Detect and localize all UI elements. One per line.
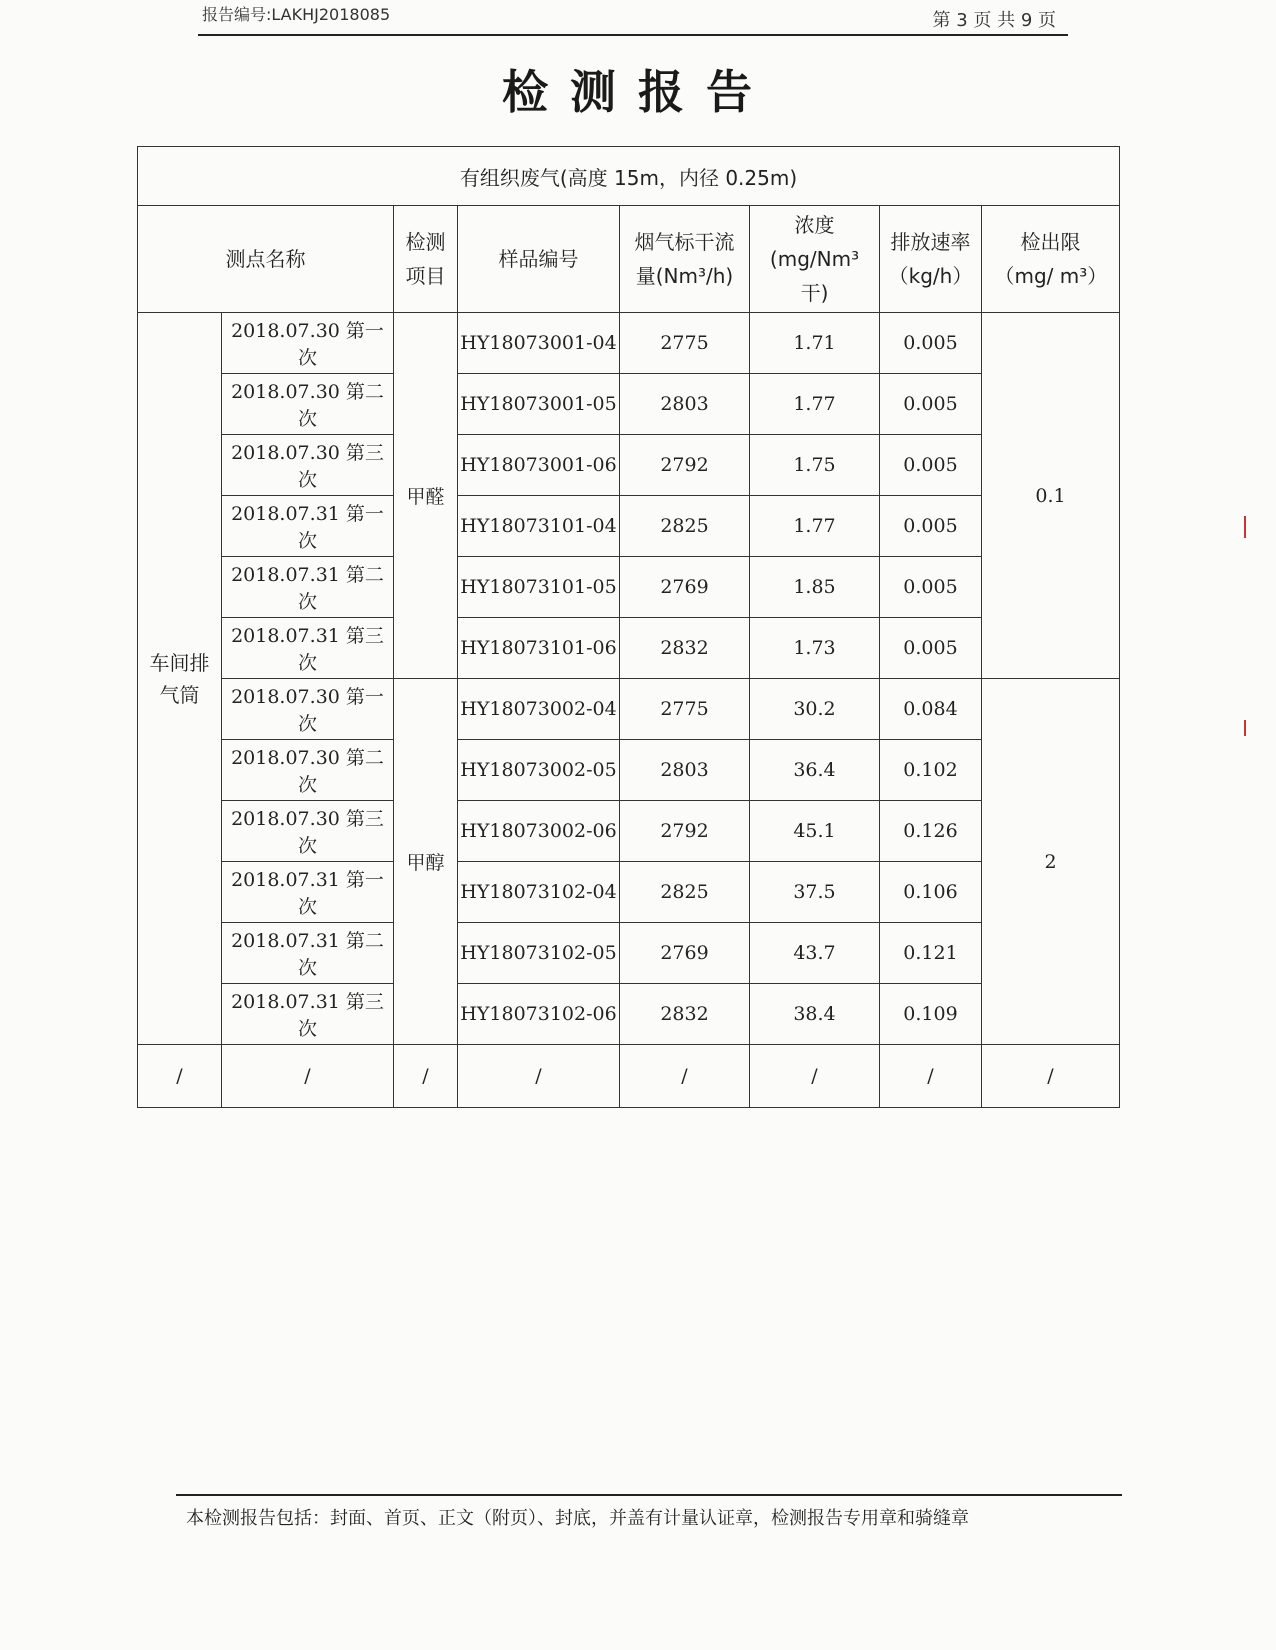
sample-cell: HY18073001-05 (458, 374, 620, 435)
table-row (138, 618, 1120, 679)
header-rate-label: 排放速率（kg/h） (888, 230, 973, 288)
flow-cell: 2775 (620, 679, 750, 740)
document-title: 检测报告 (502, 65, 774, 119)
time-cell: 2018.07.31 第一次 (222, 862, 394, 923)
rate-cell: 0.126 (880, 801, 982, 862)
sample-cell: HY18073001-06 (458, 435, 620, 496)
table-row (138, 984, 1120, 1045)
slash-cell: / (458, 1045, 620, 1108)
time-cell: 2018.07.30 第二次 (222, 374, 394, 435)
slash-cell: / (222, 1045, 394, 1108)
conc-cell: 43.7 (750, 923, 880, 984)
flow-cell: 2792 (620, 801, 750, 862)
header-flow (620, 206, 750, 313)
sample-cell: HY18073101-04 (458, 496, 620, 557)
sample-cell: HY18073002-05 (458, 740, 620, 801)
sample-cell: HY18073002-06 (458, 801, 620, 862)
table-row (138, 679, 1120, 740)
time-cell: 2018.07.31 第一次 (222, 496, 394, 557)
header-limit (982, 206, 1120, 313)
report-number: 报告编号:LAKHJ2018085 (202, 5, 391, 24)
sample-cell: HY18073102-06 (458, 984, 620, 1045)
scan-mark (1244, 720, 1246, 736)
flow-cell: 2803 (620, 374, 750, 435)
time-cell: 2018.07.30 第二次 (222, 740, 394, 801)
sample-cell: HY18073102-05 (458, 923, 620, 984)
table-row (138, 557, 1120, 618)
time-cell: 2018.07.30 第一次 (222, 313, 394, 374)
rate-cell: 0.005 (880, 618, 982, 679)
conc-cell: 30.2 (750, 679, 880, 740)
rate-cell: 0.121 (880, 923, 982, 984)
item-cell: 甲醛 (394, 313, 458, 679)
item-cell: 甲醇 (394, 679, 458, 1045)
table-row (138, 801, 1120, 862)
header-rate (880, 206, 982, 313)
header-item-label: 检测项目 (405, 230, 446, 288)
rate-cell: 0.084 (880, 679, 982, 740)
header-conc-label: 浓度(mg/Nm³ 干) (769, 213, 860, 305)
conc-cell: 38.4 (750, 984, 880, 1045)
time-cell: 2018.07.30 第三次 (222, 435, 394, 496)
slash-cell: / (394, 1045, 458, 1108)
slash-cell: / (880, 1045, 982, 1108)
rate-cell: 0.106 (880, 862, 982, 923)
sample-cell: HY18073101-06 (458, 618, 620, 679)
slash-cell: / (750, 1045, 880, 1108)
rate-cell: 0.005 (880, 435, 982, 496)
header-flow-label: 烟气标干流量(Nm³/h) (634, 230, 735, 288)
table-row (138, 1045, 1120, 1108)
conc-cell: 1.77 (750, 374, 880, 435)
header-limit-label: 检出限（mg/ m³） (994, 230, 1108, 288)
conc-cell: 1.75 (750, 435, 880, 496)
header-sample: 样品编号 (458, 206, 620, 313)
location-cell: 车间排气筒 (138, 313, 222, 1045)
conc-cell: 1.85 (750, 557, 880, 618)
slash-cell: / (982, 1045, 1120, 1108)
header-item (394, 206, 458, 313)
time-cell: 2018.07.31 第二次 (222, 557, 394, 618)
limit-cell: 0.1 (982, 313, 1120, 679)
flow-cell: 2769 (620, 923, 750, 984)
footer-divider (176, 1494, 1122, 1496)
rate-cell: 0.102 (880, 740, 982, 801)
header-point: 测点名称 (138, 206, 394, 313)
flow-cell: 2832 (620, 984, 750, 1045)
table-row (138, 374, 1120, 435)
sample-cell: HY18073101-05 (458, 557, 620, 618)
conc-cell: 45.1 (750, 801, 880, 862)
rate-cell: 0.109 (880, 984, 982, 1045)
limit-cell: 2 (982, 679, 1120, 1045)
table-row (138, 923, 1120, 984)
slash-cell: / (620, 1045, 750, 1108)
table-caption: 有组织废气(高度 15m，内径 0.25m) (138, 147, 1120, 206)
time-cell: 2018.07.31 第三次 (222, 984, 394, 1045)
sample-cell: HY18073001-04 (458, 313, 620, 374)
conc-cell: 36.4 (750, 740, 880, 801)
rate-cell: 0.005 (880, 557, 982, 618)
table-row (138, 435, 1120, 496)
sample-cell: HY18073002-04 (458, 679, 620, 740)
time-cell: 2018.07.30 第三次 (222, 801, 394, 862)
time-cell: 2018.07.30 第一次 (222, 679, 394, 740)
slash-cell: / (138, 1045, 222, 1108)
conc-cell: 37.5 (750, 862, 880, 923)
header-conc (750, 206, 880, 313)
footer-note: 本检测报告包括：封面、首页、正文（附页）、封底，并盖有计量认证章，检测报告专用章和骑缝章 (186, 1508, 969, 1529)
time-cell: 2018.07.31 第二次 (222, 923, 394, 984)
flow-cell: 2769 (620, 557, 750, 618)
flow-cell: 2832 (620, 618, 750, 679)
table-row (138, 496, 1120, 557)
page-header (198, 0, 1068, 36)
table-row (138, 313, 1120, 374)
flow-cell: 2792 (620, 435, 750, 496)
table-row (138, 740, 1120, 801)
conc-cell: 1.73 (750, 618, 880, 679)
flow-cell: 2803 (620, 740, 750, 801)
conc-cell: 1.77 (750, 496, 880, 557)
page-number: 第 3 页 共 9 页 (932, 10, 1056, 31)
rate-cell: 0.005 (880, 374, 982, 435)
results-table (137, 146, 1120, 1108)
table-row (138, 862, 1120, 923)
flow-cell: 2825 (620, 862, 750, 923)
flow-cell: 2825 (620, 496, 750, 557)
rate-cell: 0.005 (880, 496, 982, 557)
conc-cell: 1.71 (750, 313, 880, 374)
time-cell: 2018.07.31 第三次 (222, 618, 394, 679)
scan-mark (1244, 516, 1246, 538)
rate-cell: 0.005 (880, 313, 982, 374)
flow-cell: 2775 (620, 313, 750, 374)
sample-cell: HY18073102-04 (458, 862, 620, 923)
